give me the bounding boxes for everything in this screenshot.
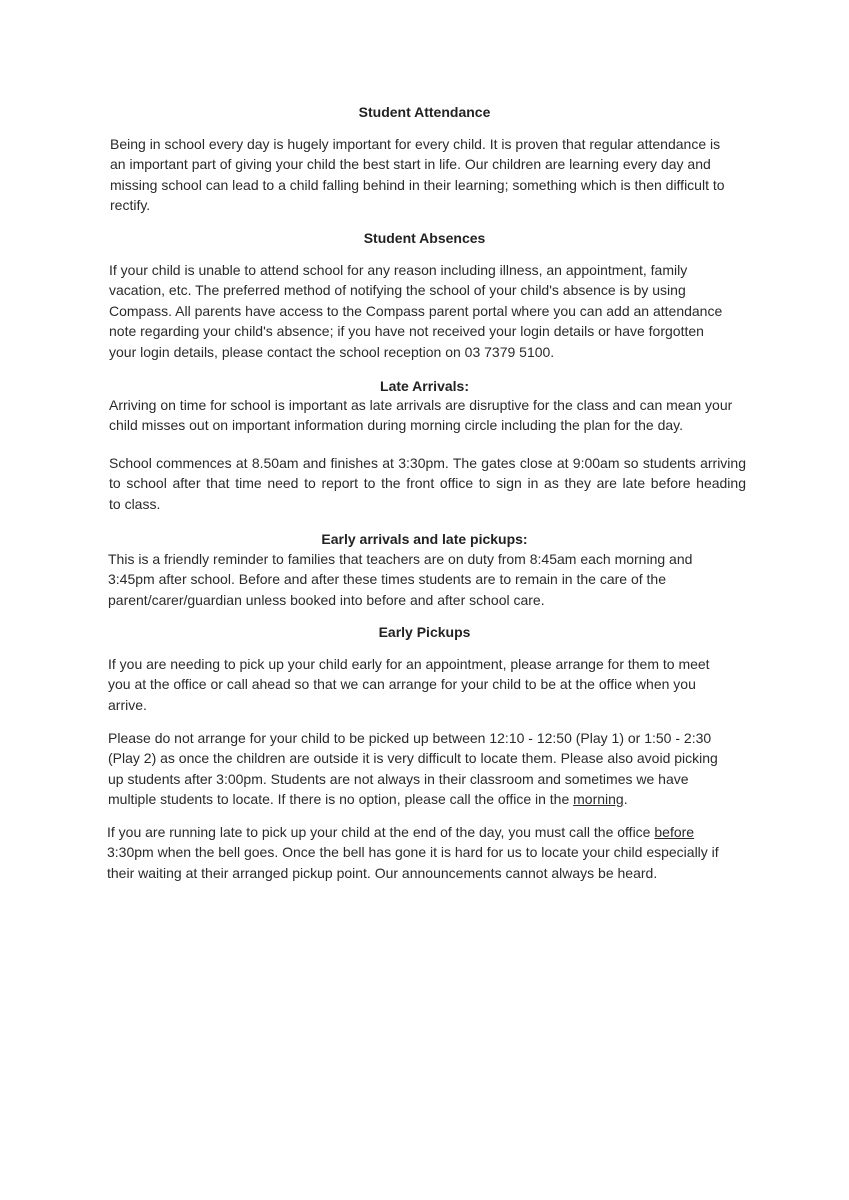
text-fragment: multiple students to locate. If there is no option, please call the office in the: [108, 791, 574, 808]
heading-late-arrivals: Late Arrivals:: [380, 378, 469, 394]
text-line: This is a friendly reminder to families that teachers are on duty from 8:45am each morning and: [108, 551, 693, 567]
paragraph-late-arrivals-1: [109, 395, 745, 436]
text-line: to school after that time need to report to the front office to sign in as they are late before heading: [109, 475, 746, 492]
underlined-word-before: before: [654, 824, 695, 840]
text-line: missing school can lead to a child falling behind in their learning; something which is then difficult to: [110, 176, 725, 193]
text-line: School commences at 8.50am and finishes at 3:30pm. The gates close at 9:00am so students arriving: [109, 455, 746, 471]
text-line: rectify.: [110, 197, 151, 214]
paragraph-late-arrivals-2: [109, 453, 746, 514]
text-line: your login details, please contact the school reception on 03 7379 5100.: [109, 343, 555, 360]
text-line: to class.: [109, 495, 161, 512]
text-line: child misses out on important information during morning circle including the plan for the day.: [109, 417, 684, 434]
text-fragment: If you are running late to pick up your child at the end of the day, you must call the office: [107, 824, 655, 840]
text-line: [108, 789, 740, 809]
text-line: their waiting at their arranged pickup point. Our announcements cannot always be heard.: [107, 864, 658, 881]
text-line: (Play 2) as once the children are outside it is very difficult to locate them. Please also avoid picking: [108, 750, 718, 767]
text-line: If you are needing to pick up your child early for an appointment, please arrange for them to meet: [108, 656, 710, 672]
paragraph-early-pickups-2: [108, 728, 740, 810]
text-line: Please do not arrange for your child to be picked up between 12:10 - 12:50 (Play 1) or 1:50 - 2:30: [108, 730, 712, 746]
text-line: 3:30pm when the bell goes. Once the bell has gone it is hard for us to locate your child especially if: [107, 844, 719, 861]
text-line: parent/carer/guardian unless booked into before and after school care.: [108, 591, 545, 608]
text-line: Arriving on time for school is important as late arrivals are disruptive for the class and can mean your: [109, 397, 733, 413]
heading-early-pickups: Early Pickups: [378, 624, 471, 640]
paragraph-early-pickups-1: [108, 654, 738, 715]
heading-early-arrivals: Early arrivals and late pickups:: [321, 531, 528, 547]
text-line: you at the office or call ahead so that we can arrange for your child to be at the office when you: [108, 676, 696, 693]
text-line: Compass. All parents have access to the Compass parent portal where you can add an attendance: [109, 302, 723, 319]
paragraph-absences: [109, 260, 734, 362]
heading-student-attendance: Student Attendance: [358, 104, 491, 120]
text-line: vacation, etc. The preferred method of notifying the school of your child's absence is by using: [109, 282, 686, 299]
text-line: 3:45pm after school. Before and after these times students are to remain in the care of the: [108, 571, 666, 588]
paragraph-early-arrivals: [108, 549, 718, 610]
text-line: an important part of giving your child the best start in life. Our children are learning every day and: [110, 156, 711, 173]
text-line: up students after 3:00pm. Students are not always in their classroom and sometimes we have: [108, 770, 689, 787]
paragraph-attendance: [110, 134, 738, 216]
text-line: Being in school every day is hugely important for every child. It is proven that regular attendance is: [110, 136, 721, 152]
text-line: [107, 822, 732, 842]
paragraph-early-pickups-3: [107, 822, 732, 883]
text-line: If your child is unable to attend school for any reason including illness, an appointment, family: [109, 262, 688, 278]
text-fragment: .: [623, 791, 628, 808]
underlined-word-morning: morning: [573, 791, 624, 808]
text-line: arrive.: [108, 696, 147, 713]
heading-student-absences: Student Absences: [363, 230, 486, 246]
text-line: note regarding your child's absence; if you have not received your login details or have forgotten: [109, 323, 704, 340]
